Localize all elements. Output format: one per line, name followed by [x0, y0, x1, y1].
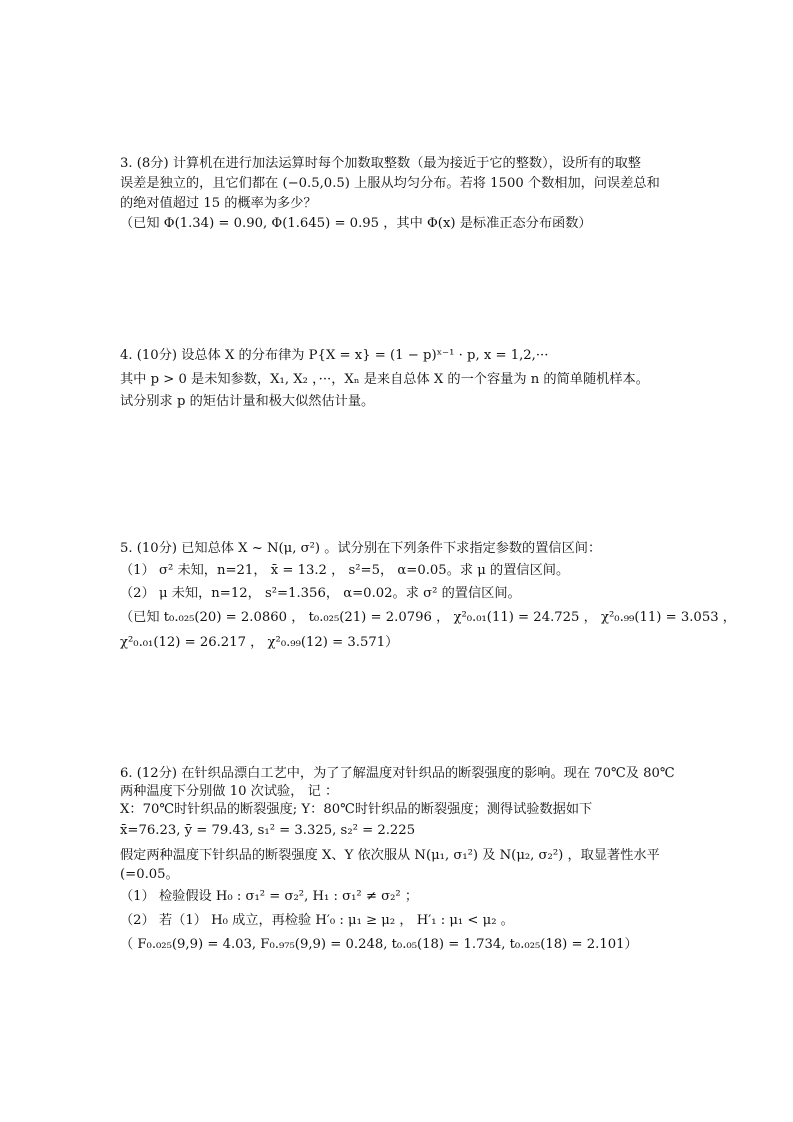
problem-6-line-4: x̄=76.23, ȳ = 79.43, s₁² = 3.325, s₂² = 2.225: [120, 823, 416, 838]
problem-5-line-3: （2） μ 未知，n=12， s²=1.356， α=0.02。求 σ² 的置信区间。: [120, 586, 521, 601]
problem-6-line-2: 两种温度下分别做 10 次试验， 记 ：: [120, 784, 339, 799]
problem-4-line-2: 其中 p > 0 是未知参数，X₁, X₂ ，···，Xₙ 是来自总体 X 的一个容量为 n 的简单随机样本。: [120, 372, 649, 387]
problem-5-line-4: （已知 t₀.₀₂₅(20) = 2.0860 ， t₀.₀₂₅(21) = 2.0796 ， χ²₀.₀₁(11) = 24.725 ， χ²₀.₉₉(11) = 3.053 ，: [120, 610, 736, 625]
problem-6-line-5: 假定两种温度下针织品的断裂强度 X、Y 依次服从 N(μ₁, σ₁²) 及 N(μ₂, σ₂²) ，取显著性水平: [120, 848, 660, 863]
problem-3-line-3: 的绝对值超过 15 的概率为多少？: [120, 196, 317, 211]
problem-6-line-3: X：70℃时针织品的断裂强度; Y：80℃时针织品的断裂强度；测得试验数据如下: [120, 802, 593, 817]
problem-5-line-1: 5. (10分) 已知总体 X ~ N(μ, σ²) 。试分别在下列条件下求指定参数的置信区间：: [120, 541, 602, 556]
problem-6-line-1: 6. (12分) 在针织品漂白工艺中，为了了解温度对针织品的断裂强度的影响。现在 70℃及 80℃: [120, 766, 675, 781]
problem-3-line-4: （已知 Φ(1.34) = 0.90, Φ(1.645) = 0.95 ，其中 Φ(x) 是标准正态分布函数）: [120, 216, 592, 231]
problem-5-line-5: χ²₀.₀₁(12) = 26.217 ， χ²₀.₉₉(12) = 3.571）: [120, 635, 399, 650]
problem-4-line-1: 4. (10分) 设总体 X 的分布律为 P{X = x} = (1 − p)ˣ⁻¹ · p, x = 1,2,···: [120, 348, 549, 363]
problem-6-line-6: (=0.05。: [120, 867, 179, 882]
problem-6-line-7: （1） 检验假设 H₀ : σ₁² = σ₂², H₁ : σ₁² ≠ σ₂² ；: [120, 889, 419, 904]
problem-6-line-9: （ F₀.₀₂₅(9,9) = 4.03, F₀.₉₇₅(9,9) = 0.248, t₀.₀₅(18) = 1.734, t₀.₀₂₅(18) = 2.101）: [120, 937, 638, 952]
problem-6-line-8: （2） 若（1） H₀ 成立，再检验 H′₀ : μ₁ ≥ μ₂ ， H′₁ : μ₁ < μ₂ 。: [120, 913, 514, 928]
problem-3-line-2: 误差是独立的，且它们都在 (−0.5,0.5) 上服从均匀分布。若将 1500 个数相加，问误差总和: [120, 176, 660, 191]
problem-3-line-1: 3. (8分) 计算机在进行加法运算时每个加数取整数（最为接近于它的整数），设所有的取整: [120, 156, 641, 171]
problem-5-line-2: （1） σ² 未知，n=21， x̄ = 13.2 ， s²=5， α=0.05。求 μ 的置信区间。: [120, 563, 570, 578]
problem-4-line-3: 试分别求 p 的矩估计量和极大似然估计量。: [120, 394, 375, 409]
